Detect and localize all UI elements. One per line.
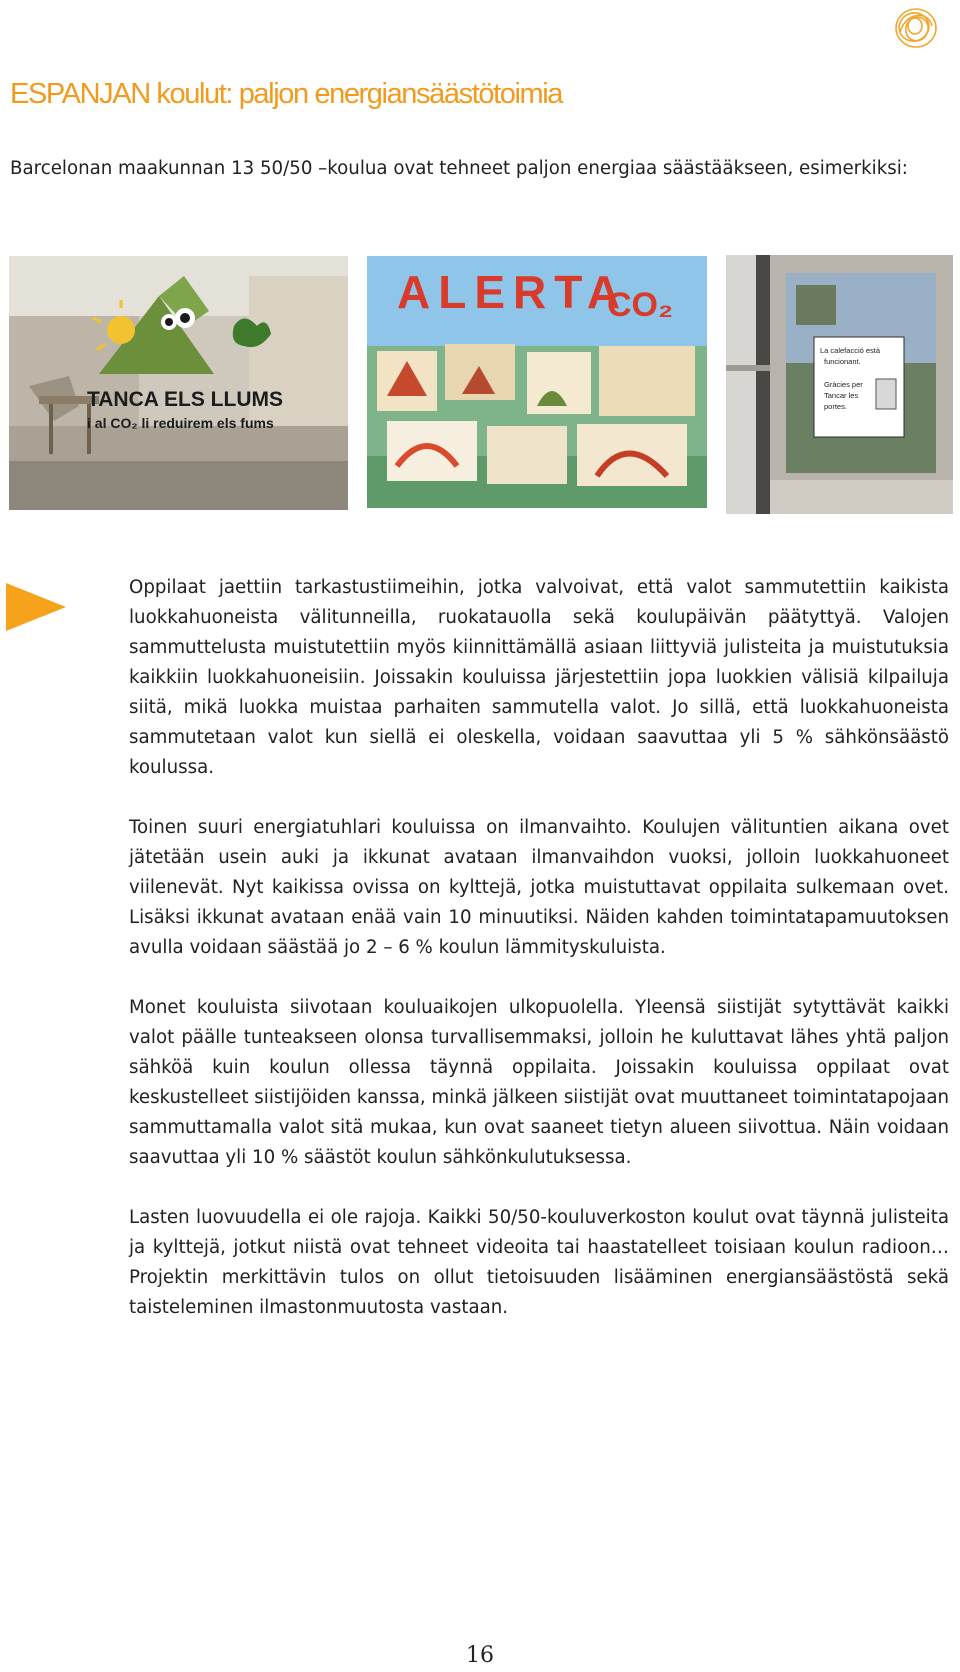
classroom-poster-photo (9, 256, 348, 510)
sign-line-5: portes. (824, 402, 847, 411)
door-sign-photo (726, 255, 953, 514)
poster2-co2-text: CO₂ (607, 286, 674, 324)
paragraph-cleaning: Monet kouluista siivotaan kouluaikojen ulkopuolella. Yleensä siistijät sytyttävät kaikki valot päälle tunteakseen olonsa turvallisemmaksi, jolloin he kuluttavat lähes yhtä paljon sähköä kuin koulun ollessa täynnä oppilaita. Joissakin kouluissa oppilaat ovat keskustelleet siistijöiden kanssa, minkä jälkeen siistijät ovat muuttaneet toimintatapojaan sammuttamalla valot sitä mukaa, kun ovat saaneet tietyn alueen siivottua. Näin voidaan saavuttaa yli 10 % säästöt koulun sähkönkulutuksessa. (129, 997, 949, 1168)
paragraph-lights: Oppilaat jaettiin tarkastustiimeihin, jotka valvoivat, että valot sammutettiin kaikista luokkahuoneista välitunneilla, ruokatauolla sekä koulupäivän päätyttyä. Valojen sammuttelusta muistutettiin myös kiinnittämällä asiaan liittyviä julisteita ja muistutuksia kaikkiin luokkahuoneisiin. Joissakin kouluissa järjestettiin jopa luokkien välisiä kilpailuja siitä, mikä luokka muistaa parhaiten sammutella valot. Jo sillä, että luokkahuoneista sammutetaan valot kun siellä ei oleskella, voidaan saavuttaa yli 5 % sähkönsäästö koulussa. (129, 577, 949, 778)
logo-icon (888, 2, 944, 54)
poster2-alerta-text: ALERTA (397, 266, 629, 318)
play-arrow-icon (6, 583, 66, 631)
poster1-subheading: i al CO₂ li reduirem els fums (87, 415, 274, 431)
poster1-heading: TANCA ELS LLUMS (87, 388, 283, 411)
paragraph-ventilation: Toinen suuri energiatuhlari kouluissa on ilmanvaihto. Koulujen välituntien aikana ovet jätetään usein auki ja ikkunat avataan ilmanvaihdon vuoksi, jolloin luokkahuoneet viilenevät. Nyt kaikissa ovissa on kylttejä, jotka muistuttavat oppilaita sulkemaan ovet. Lisäksi ikkunat avataan enää vain 10 minuutiksi. Näiden kahden toimintatapamuutoksen avulla voidaan säästää jo 2 – 6 % koulun lämmityskuluista. (129, 817, 949, 958)
page-number: 16 (466, 1643, 494, 1668)
sign-line-1: La calefacció està (820, 346, 881, 355)
paragraph-creativity: Lasten luovuudella ei ole rajoja. Kaikki 50/50-kouluverkoston koulut ovat täynnä julisteita ja kylttejä, jotkut niistä ovat tehneet videoita tai haastatelleet toisiaan koulun radioon… Projektin merkittävin tulos on ollut tietoisuuden lisääminen energiansäästöstä sekä taisteleminen ilmastonmuutosta vastaan. (129, 1207, 949, 1318)
sign-line-3: Gràcies per (824, 380, 863, 389)
body-text (129, 573, 949, 1353)
alerta-co2-wall-photo (367, 256, 707, 508)
sign-line-4: Tancar les (824, 391, 859, 400)
intro-text: Barcelonan maakunnan 13 50/50 –koulua ovat tehneet paljon energiaa säästääkseen, esimerkiksi: (10, 158, 908, 179)
page-title: ESPANJAN koulut: paljon energiansäästötoimia (10, 78, 563, 110)
sign-line-2: funcionant. (824, 357, 861, 366)
